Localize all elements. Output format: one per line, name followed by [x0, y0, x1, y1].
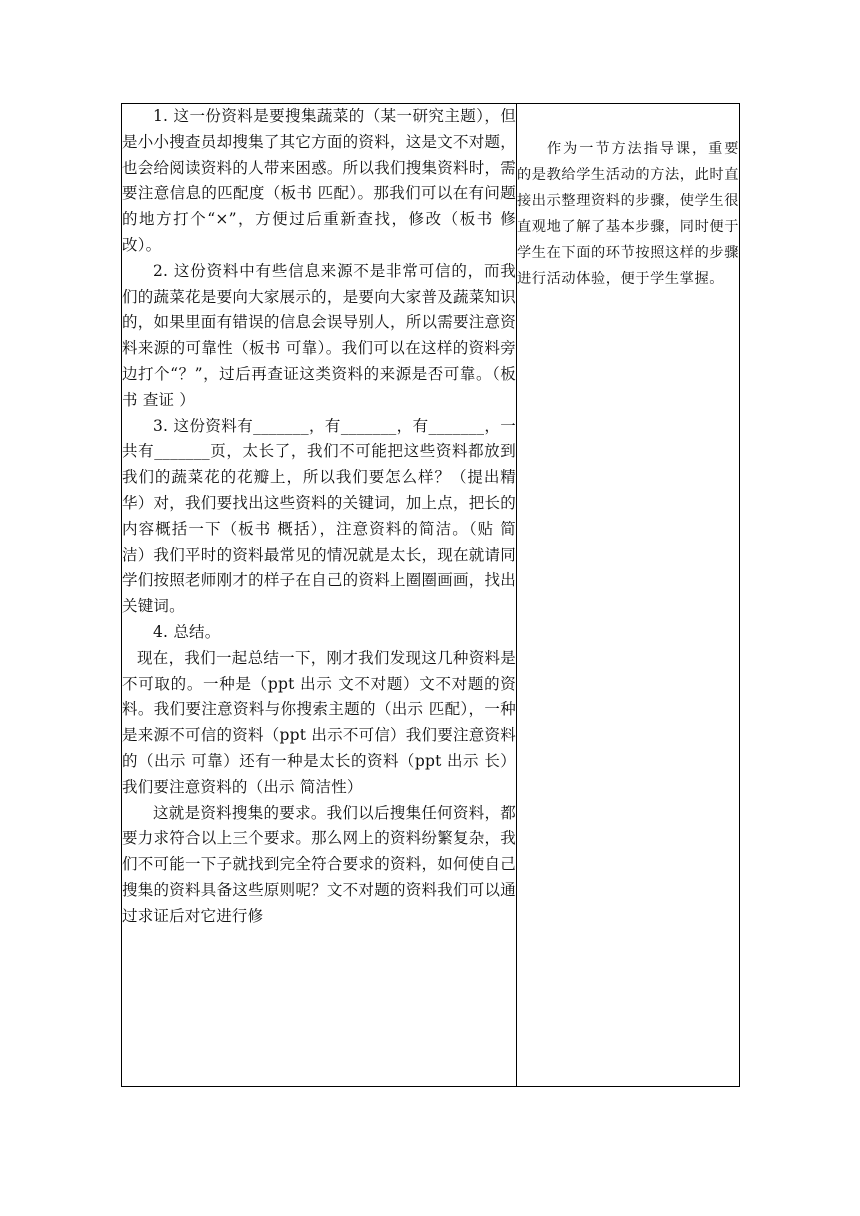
paragraph-requirements: 这就是资料搜集的要求。我们以后搜集任何资料，都要力求符合以上三个要求。那么网上的资料纷繁复杂，我们不可能一下子就找到完全符合要求的资料，如何使自己搜集的资料具备这些原则呢？文不对题的资料我们可以通过求证后对它进行修 — [122, 803, 516, 925]
paragraph-point-2: 2. 这份资料中有些信息来源不是非常可信的，而我们的蔬菜花是要向大家展示的，是要向大家普及蔬菜知识的，如果里面有错误的信息会误导别人，所以需要注意资料来源的可靠性（板书 可靠）。我们可以在这样的资料旁边打个“？”，过后再查证这类资料的来源是否可靠。（板书 查证 ） — [122, 261, 516, 409]
table-row — [122, 104, 740, 1087]
paragraph-summary: 现在，我们一起总结一下，刚才我们发现这几种资料是不可取的。一种是（ppt 出示 文不对题）文不对题的资料。我们要注意资料与你搜索主题的（出示 匹配），一种是来源不可信的资料（ppt 出示不可信）我们要注意资料的（出示 可靠）还有一种是太长的资料（ppt 出示 长）我们要注意资料的（出示 简洁性） — [122, 648, 516, 796]
design-intent-cell — [517, 104, 740, 1087]
paragraph-point-1: 1. 这一份资料是要搜集蔬菜的（某一研究主题），但是小小搜查员却搜集了其它方面的资料，这是文不对题，也会给阅读资料的人带来困惑。所以我们搜集资料时，需要注意信息的匹配度（板书 匹配）。那我们可以在有问题的地方打个“×”，方便过后重新查找，修改（板书 修改）。 — [122, 107, 516, 254]
design-intent-note: 作为一节方法指导课，重要的是教给学生活动的方法，此时直接出示整理资料的步骤，使学生很直观地了解了基本步骤，同时便于学生在下面的环节按照这样的步骤进行活动体验，便于学生掌握。 — [517, 141, 739, 287]
paragraph-point-3: 3. 这份资料有_______，有_______，有_______，一共有_______页，太长了，我们不可能把这些资料都放到我们的蔬菜花的花瓣上，所以我们要怎么样？（提出精华）对，我们要找出这些资料的关键词，加上点，把长的内容概括一下（板书 概括），注意资料的简洁。（贴 简洁）我们平时的资料最常见的情况就是太长，现在就请同学们按照老师刚才的样子在自己的资料上圈圈画画，找出关键词。 — [122, 416, 516, 616]
paragraph-point-4: 4. 总结。 — [153, 622, 221, 641]
teaching-process-cell — [122, 104, 517, 1087]
lesson-plan-table — [121, 103, 740, 1087]
